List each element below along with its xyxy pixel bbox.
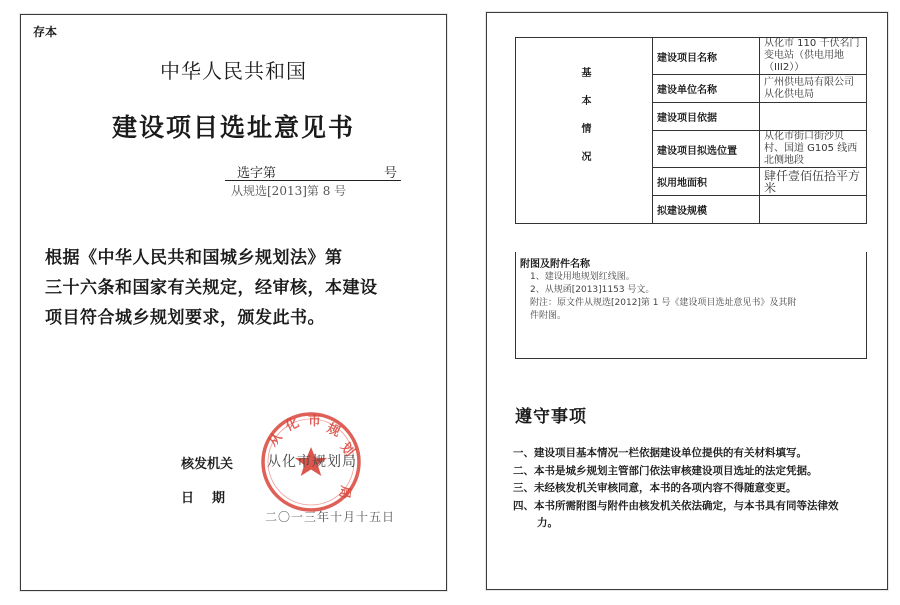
row-label: 拟用地面积 bbox=[653, 168, 760, 196]
section-label bbox=[516, 38, 653, 224]
svg-text:局: 局 bbox=[335, 484, 353, 500]
section-label-text: 基本情况 bbox=[579, 67, 590, 179]
svg-text:从: 从 bbox=[265, 429, 286, 450]
row-value: 肆仟壹佰伍拾平方米 bbox=[760, 168, 867, 196]
attachment-item: 2、从规函[2013]1153 号文。 bbox=[530, 285, 655, 295]
right-page bbox=[486, 12, 888, 590]
date-value: 二〇一三年十月十五日 bbox=[265, 510, 396, 524]
rules-title: 遵守事项 bbox=[515, 407, 587, 427]
rule-item: 二、本书是城乡规划主管部门依法审核建设项目选址的法定凭据。 bbox=[513, 464, 818, 477]
body-line: 项目符合城乡规划要求，颁发此书。 bbox=[45, 308, 325, 328]
reference-line bbox=[225, 162, 401, 181]
row-label: 建设项目名称 bbox=[653, 38, 760, 75]
document-title: 建设项目选址意见书 bbox=[111, 113, 355, 142]
rule-continuation: 力。 bbox=[537, 517, 558, 529]
rule-item: 四、本书所需附图与附件由核发机关依法确定，与本书具有同等法律效 bbox=[513, 499, 839, 512]
svg-text:划: 划 bbox=[336, 439, 357, 460]
left-page bbox=[20, 14, 447, 591]
reference-suffix: 号 bbox=[383, 166, 397, 181]
date-label: 日期 bbox=[181, 491, 244, 506]
body-paragraph bbox=[45, 243, 425, 333]
issuer-label: 核发机关 bbox=[181, 457, 234, 472]
attachment-item: 件附图。 bbox=[530, 311, 567, 321]
body-line: 根据《中华人民共和国城乡规划法》第 bbox=[45, 248, 343, 268]
country-name: 中华人民共和国 bbox=[160, 59, 307, 83]
svg-text:市: 市 bbox=[308, 414, 322, 429]
attachment-item: 附注：原文件从规选[2012]第 1 号《建设项目选址意见书》及其附 bbox=[530, 298, 797, 308]
body-line: 三十六条和国家有关规定，经审核，本建设 bbox=[45, 278, 378, 298]
row-value bbox=[760, 196, 867, 224]
row-value: 从化市街口街沙贝村、国道 G105 线西北侧地段 bbox=[760, 131, 867, 168]
rule-item: 三、未经核发机关审核同意，本书的各项内容不得随意变更。 bbox=[513, 482, 797, 494]
basic-info-table bbox=[515, 37, 867, 224]
rules-list bbox=[513, 445, 878, 533]
table-row bbox=[516, 38, 867, 75]
row-value: 广州供电局有限公司从化供电局 bbox=[760, 75, 867, 103]
row-label: 建设项目依据 bbox=[653, 103, 760, 131]
issuer-value: 从化市规划局 bbox=[267, 454, 357, 470]
svg-text:规: 规 bbox=[324, 421, 343, 441]
attachments-box bbox=[515, 252, 867, 359]
row-label: 拟建设规模 bbox=[653, 196, 760, 224]
attachment-item: 1、建设用地规划红线图。 bbox=[530, 272, 635, 282]
row-label: 建设项目拟选位置 bbox=[653, 131, 760, 168]
row-label: 建设单位名称 bbox=[653, 75, 760, 103]
copy-mark: 存本 bbox=[33, 25, 58, 39]
attachments-title: 附图及附件名称 bbox=[520, 259, 590, 270]
row-value bbox=[760, 103, 867, 131]
reference-prefix: 选字第 bbox=[237, 166, 277, 181]
reference-number: 从规选[2013]第 8 号 bbox=[231, 184, 347, 198]
rule-item: 一、建设项目基本情况一栏依据建设单位提供的有关材料填写。 bbox=[513, 447, 807, 459]
row-value: 从化市 110 千伏名门变电站（供电用地（III2）） bbox=[760, 38, 867, 75]
svg-text:化: 化 bbox=[283, 415, 302, 435]
